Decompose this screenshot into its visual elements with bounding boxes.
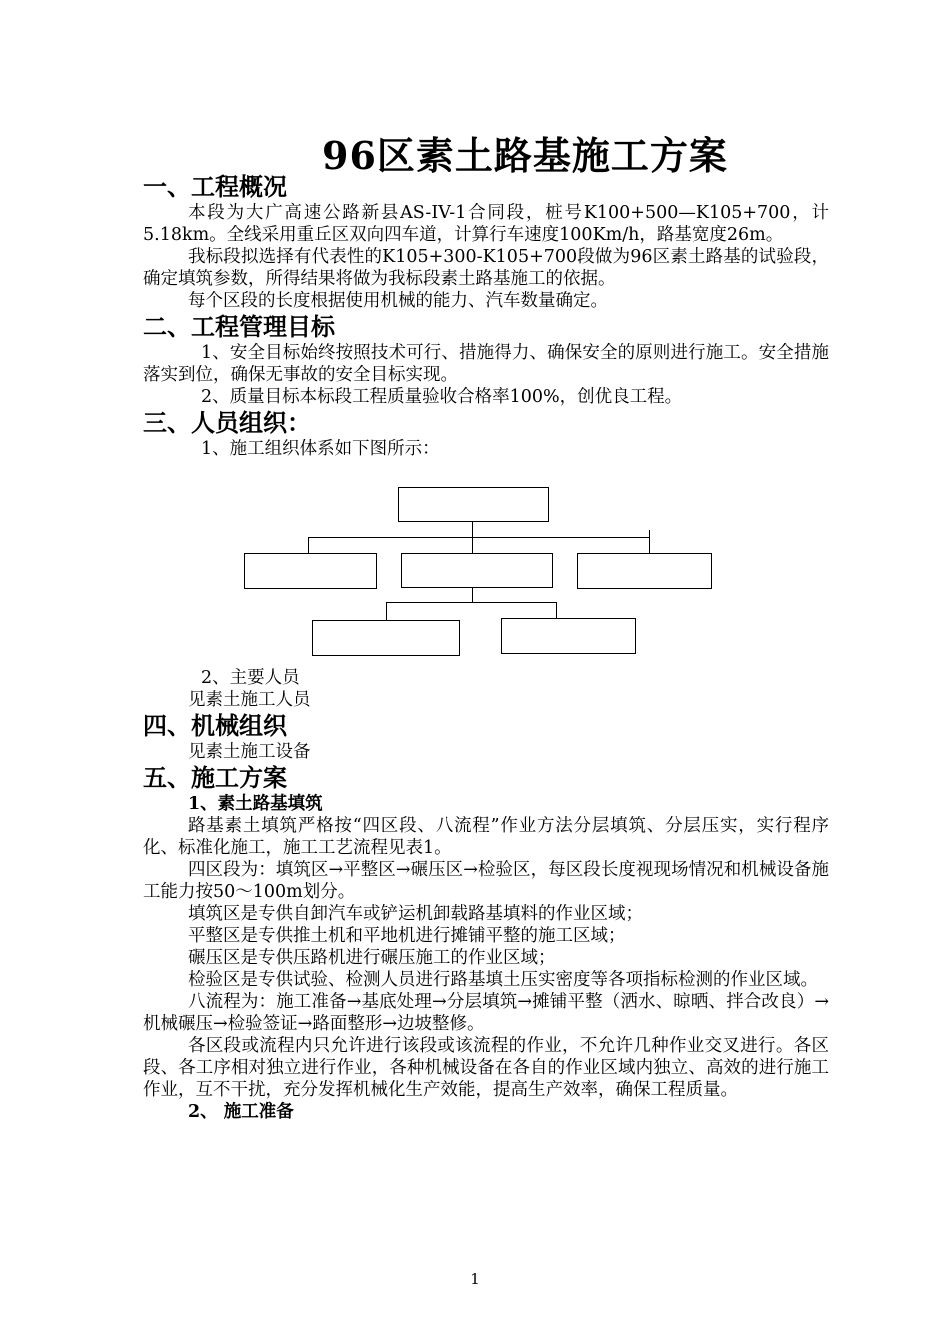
org-box-technical-lead (244, 553, 377, 589)
subheading-construction-prep: 2、 施工准备 (188, 1102, 294, 1122)
plan-paragraph: 碾压区是专供压路机进行碾压施工的作业区域； (188, 948, 556, 968)
org-box-testing-lead (577, 553, 712, 589)
org-connector (386, 602, 387, 620)
org-system-caption: 1、施工组织体系如下图所示： (201, 439, 440, 459)
org-chart (143, 460, 829, 667)
page-number: 1 (470, 1270, 480, 1288)
overview-paragraph-1: 本段为大广高速公路新县AS-IV-1合同段，桩号K100+500—K105+700，计5.18km。全线采用重丘区双向四车道，计算行车速度100Km/h，路基宽度26m。 (143, 203, 829, 245)
key-personnel-note: 见素土施工人员 (188, 690, 311, 710)
plan-paragraph: 四区段为：填筑区→平整区→碾压区→检验区，每区段长度视现场情况和机械设备施工能力按50～100m划分。 (143, 860, 829, 902)
org-box-construction-lead (398, 487, 549, 522)
document-body (143, 172, 829, 1123)
org-box-team-2 (501, 618, 636, 654)
key-personnel-item: 2、主要人员 (201, 668, 300, 688)
org-connector (308, 537, 649, 538)
plan-paragraph: 检验区是专供试验、检测人员进行路基填土压实密度等各项指标检测的作业区域。 (188, 970, 818, 990)
org-connector (472, 588, 473, 603)
section-heading-overview: 一、工程概况 (143, 172, 287, 201)
overview-paragraph-2: 我标段拟选择有代表性的K105+300-K105+700段做为96区素土路基的试验段，确定填筑参数，所得结果将做为我标段素土路基施工的依据。 (143, 247, 829, 289)
machinery-note: 见素土施工设备 (188, 742, 311, 762)
section-heading-construction-plan: 五、施工方案 (143, 763, 287, 792)
overview-paragraph-3: 每个区段的长度根据使用机械的能力、汽车数量确定。 (188, 291, 608, 311)
plan-paragraph: 平整区是专供推土机和平地机进行摊铺平整的施工区域； (188, 926, 626, 946)
safety-goal-paragraph: 1、安全目标始终按照技术可行、措施得力、确保安全的原则进行施工。安全措施落实到位，确保无事故的安全目标实现。 (143, 343, 829, 385)
plan-paragraph: 填筑区是专供自卸汽车或铲运机卸载路基填料的作业区域； (188, 904, 643, 924)
page-title: 96区素土路基施工方案 (322, 133, 728, 178)
plan-paragraph: 路基素土填筑严格按“四区段、八流程”作业方法分层填筑、分层压实，实行程序化、标准化施工，施工工艺流程见表1。 (143, 816, 829, 858)
section-heading-machinery: 四、机械组织 (143, 711, 287, 740)
subheading-subgrade-filling: 1、素土路基填筑 (188, 794, 323, 814)
plan-paragraph: 八流程为：施工准备→基底处理→分层填筑→摊铺平整（洒水、晾晒、拌合改良）→机械碾压→检验签证→路面整形→边坡整修。 (143, 992, 829, 1034)
org-box-team-1 (312, 620, 460, 656)
section-heading-personnel: 三、人员组织： (143, 408, 311, 437)
section-heading-management-goals: 二、工程管理目标 (143, 312, 335, 341)
plan-paragraph: 各区段或流程内只允许进行该段或该流程的作业，不允许几种作业交叉进行。各区段、各工序相对独立进行作业，各种机械设备在各自的作业区域内独立、高效的进行施工作业，互不干扰，充分发挥机械化生产效能，提高生产效率，确保工程质量。 (143, 1036, 829, 1100)
org-connector (386, 602, 557, 603)
org-box-quality-lead (401, 553, 553, 588)
quality-goal-paragraph: 2、质量目标本标段工程质量验收合格率100%，创优良工程。 (201, 387, 683, 407)
